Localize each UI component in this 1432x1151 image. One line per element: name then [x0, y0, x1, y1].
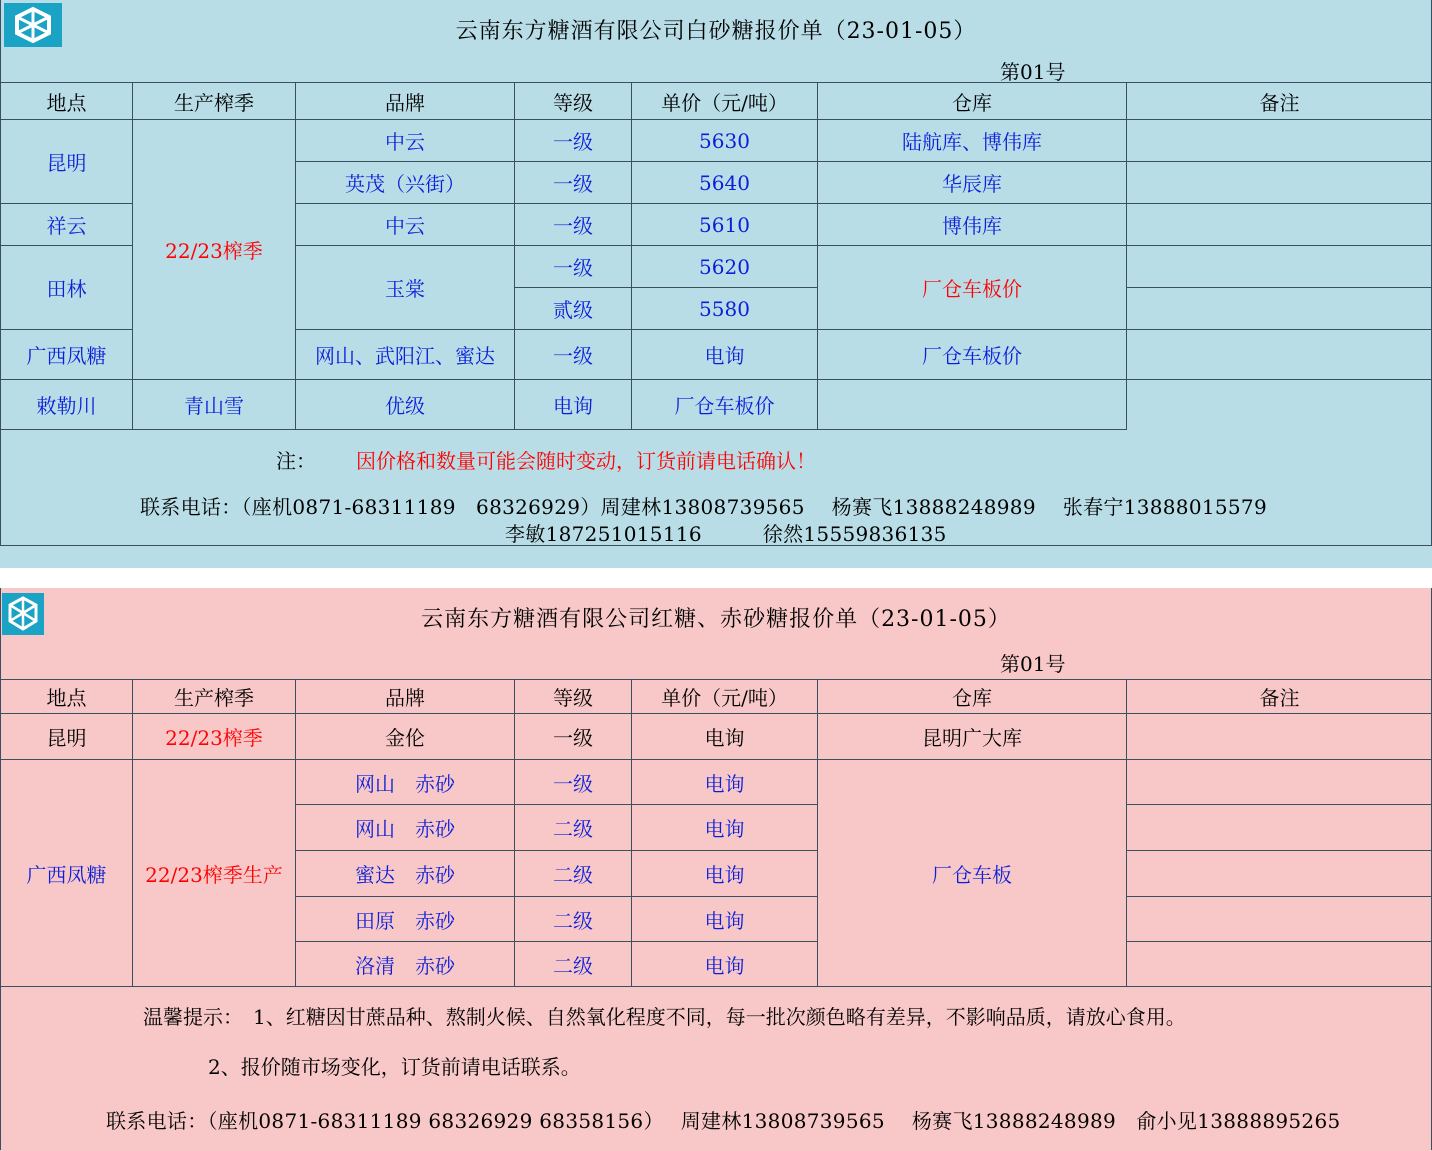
table-row: [1, 380, 1432, 430]
price-cell: 5620: [632, 246, 818, 288]
white-sugar-quote-sheet: [0, 0, 1432, 568]
header-remarks: 备注: [1127, 680, 1432, 714]
warehouse-cell: 厂仓车板价: [632, 380, 818, 430]
location-cell: 昆明: [1, 120, 133, 204]
price-cell: 5640: [632, 162, 818, 204]
grade-cell: 一级: [515, 162, 632, 204]
header-brand: 品牌: [296, 83, 515, 120]
sheet-title: 云南东方糖酒有限公司红糖、赤砂糖报价单（23-01-05）: [421, 607, 1011, 632]
location-cell: 广西凤糖: [1, 330, 133, 380]
remarks-cell: [1127, 897, 1432, 942]
tip-line-2: 2、报价随市场变化，订货前请电话联系。: [208, 1055, 581, 1079]
header-warehouse: 仓库: [818, 680, 1127, 714]
tip-line-1: 温馨提示： 1、红糖因甘蔗品种、熬制火候、自然氧化程度不同，每一批次颜色略有差异，不影响品质，请放心食用。: [143, 1005, 1186, 1029]
grade-cell: 二级: [515, 897, 632, 942]
contact-phones-line2: 李敏187251015116 徐然15559836135: [505, 522, 947, 546]
sheet-serial-number: 第01号: [1000, 60, 1066, 84]
grade-cell: 一级: [515, 204, 632, 246]
sheet-title: 云南东方糖酒有限公司白砂糖报价单（23-01-05）: [455, 19, 977, 44]
price-cell: 5610: [632, 204, 818, 246]
brand-cell: 中云: [296, 204, 515, 246]
season-cell: 22/23榨季: [133, 714, 296, 760]
remarks-cell: [1127, 246, 1432, 288]
brand-cell: 田原 赤砂: [296, 897, 515, 942]
header-remarks: 备注: [1127, 83, 1432, 120]
brand-cell: 中云: [296, 120, 515, 162]
header-unit-price: 单价（元/吨）: [632, 680, 818, 714]
price-cell: 电询: [515, 380, 632, 430]
price-cell: 电询: [632, 942, 818, 987]
season-cell: 22/23榨季生产: [133, 760, 296, 987]
header-season: 生产榨季: [133, 83, 296, 120]
location-cell: 祥云: [1, 204, 133, 246]
contact-phones: 联系电话：（座机0871-68311189 68326929 68358156） 周建林13808739565 杨赛飞13888248989 俞小见13888895265: [106, 1109, 1341, 1133]
table-row: [1, 120, 1432, 162]
brand-cell: 金伦: [296, 714, 515, 760]
table-header-row: [1, 680, 1432, 714]
price-cell: 电询: [632, 714, 818, 760]
sheet-serial-number: 第01号: [1000, 652, 1066, 676]
remarks-cell: [1127, 120, 1432, 162]
header-brand: 品牌: [296, 680, 515, 714]
grade-cell: 一级: [515, 714, 632, 760]
header-location: 地点: [1, 680, 133, 714]
remarks-cell: [1127, 805, 1432, 851]
price-cell: 电询: [632, 805, 818, 851]
grade-cell: 贰级: [515, 288, 632, 330]
white-sugar-price-table: [0, 82, 1432, 430]
header-grade: 等级: [515, 680, 632, 714]
location-cell: 敕勒川: [1, 380, 133, 430]
remarks-cell: [1127, 204, 1432, 246]
brown-sugar-quote-sheet: [0, 588, 1432, 1151]
grade-cell: 一级: [515, 330, 632, 380]
grade-cell: 一级: [515, 246, 632, 288]
header-location: 地点: [1, 83, 133, 120]
header-unit-price: 单价（元/吨）: [632, 83, 818, 120]
table-header-row: [1, 83, 1432, 120]
remarks-cell: [1127, 162, 1432, 204]
grade-cell: 二级: [515, 805, 632, 851]
note-label: 注：: [276, 449, 316, 473]
brand-cell: 网山 赤砂: [296, 760, 515, 805]
remarks-cell: [818, 380, 1127, 430]
contact-phones-line1: 联系电话：（座机0871-68311189 68326929）周建林13808739565 杨赛飞13888248989 张春宁13888015579: [140, 495, 1267, 519]
warehouse-cell: 博伟库: [818, 204, 1127, 246]
table-row: [1, 760, 1432, 805]
price-cell: 电询: [632, 851, 818, 897]
grade-cell: 二级: [515, 851, 632, 897]
grade-cell: 一级: [515, 760, 632, 805]
grade-cell: 二级: [515, 942, 632, 987]
brand-cell: 蜜达 赤砂: [296, 851, 515, 897]
warehouse-cell: 厂仓车板价: [818, 330, 1127, 380]
price-cell: 电询: [632, 760, 818, 805]
location-cell: 广西凤糖: [1, 760, 133, 987]
note-text: 因价格和数量可能会随时变动，订货前请电话确认！: [356, 449, 816, 473]
location-cell: 昆明: [1, 714, 133, 760]
remarks-cell: [1127, 714, 1432, 760]
header-season: 生产榨季: [133, 680, 296, 714]
brand-cell: 玉棠: [296, 246, 515, 330]
remarks-cell: [1127, 942, 1432, 987]
warehouse-cell: 厂仓车板: [818, 760, 1127, 987]
warehouse-cell: 昆明广大库: [818, 714, 1127, 760]
price-cell: 电询: [632, 330, 818, 380]
warehouse-cell: 厂仓车板价: [818, 246, 1127, 330]
price-cell: 5630: [632, 120, 818, 162]
grade-cell: 优级: [296, 380, 515, 430]
brand-cell: 洛清 赤砂: [296, 942, 515, 987]
brand-cell: 英茂（兴街）: [296, 162, 515, 204]
location-cell: 田林: [1, 246, 133, 330]
remarks-cell: [1127, 330, 1432, 380]
brand-cell: 青山雪: [133, 380, 296, 430]
price-cell: 电询: [632, 897, 818, 942]
remarks-cell: [1127, 760, 1432, 805]
warehouse-cell: 华辰库: [818, 162, 1127, 204]
brand-cell: 网山 赤砂: [296, 805, 515, 851]
remarks-cell: [1127, 851, 1432, 897]
warehouse-cell: 陆航库、博伟库: [818, 120, 1127, 162]
table-row: [1, 714, 1432, 760]
remarks-cell: [1127, 288, 1432, 330]
header-grade: 等级: [515, 83, 632, 120]
header-warehouse: 仓库: [818, 83, 1127, 120]
price-cell: 5580: [632, 288, 818, 330]
brown-sugar-price-table: [0, 679, 1432, 987]
brand-cell: 网山、武阳江、蜜达: [296, 330, 515, 380]
grade-cell: 一级: [515, 120, 632, 162]
season-cell: 22/23榨季: [133, 120, 296, 380]
